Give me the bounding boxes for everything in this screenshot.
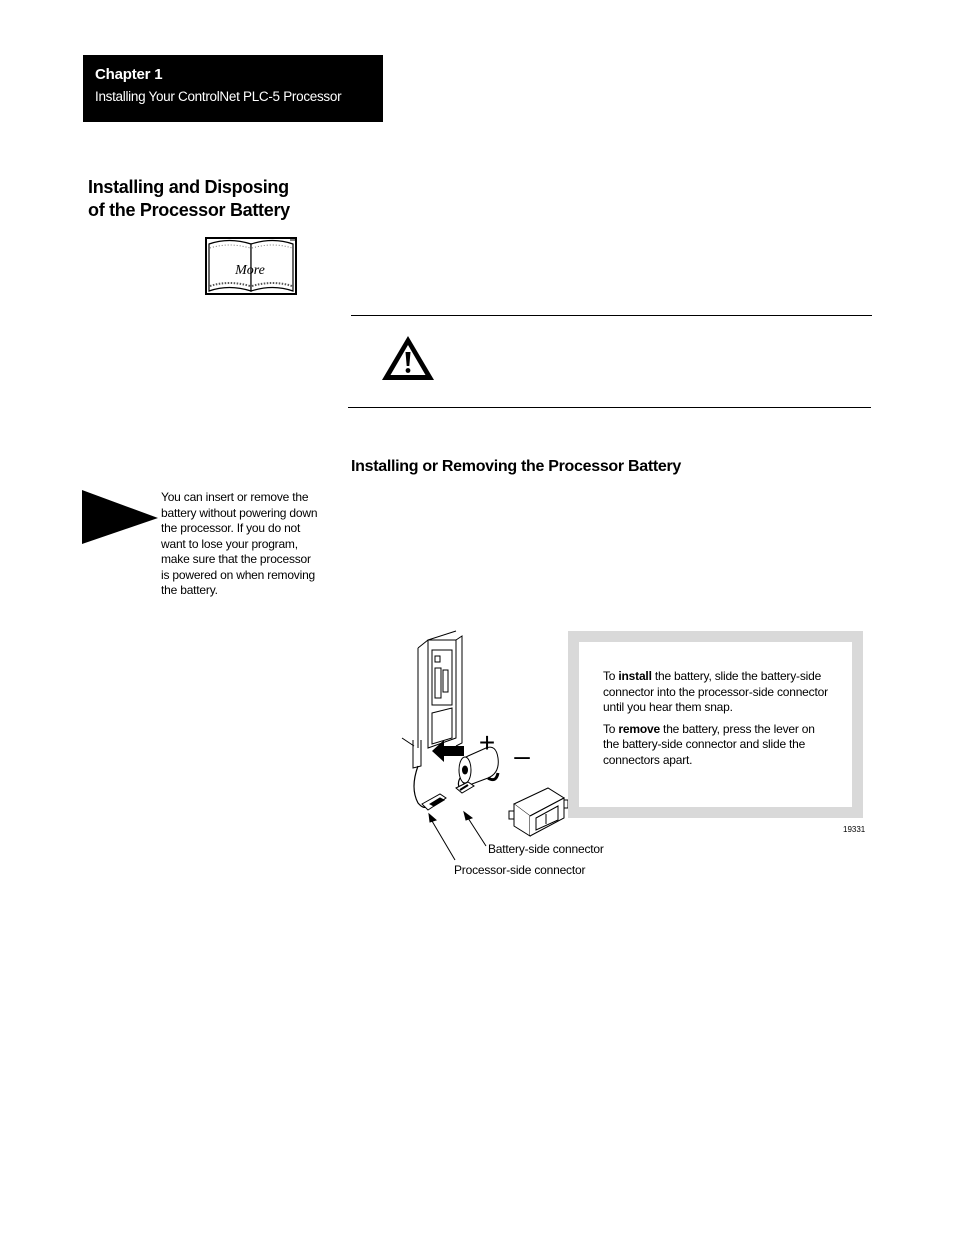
side-note-line: the battery.: [161, 583, 218, 597]
processor-side-connector-label: Processor-side connector: [454, 863, 586, 877]
side-note-line: battery without powering down: [161, 505, 318, 520]
plus-sign-label: +: [478, 727, 496, 758]
warning-triangle-icon: [380, 333, 436, 383]
remove-text: the battery, press the lever on the battery-side connector and slide the connectors apart.: [603, 721, 815, 767]
section-title-line-2: of the Processor Battery: [88, 200, 290, 220]
insert-arrow-icon: [432, 740, 464, 762]
battery-side-connector-label: Battery-side connector: [488, 842, 604, 856]
chapter-label: Chapter 1: [95, 66, 163, 83]
section-title-line-1: Installing and Disposing: [88, 177, 289, 197]
instruction-callout: [568, 631, 863, 818]
more-icon-text: More: [235, 263, 265, 278]
callout-leader-lines: [429, 812, 486, 860]
side-note: [161, 490, 321, 599]
more-book-icon: [204, 236, 300, 298]
remove-prefix: To: [603, 721, 619, 736]
instruction-callout-body: [579, 642, 852, 807]
side-note-line: want to lose your program,: [161, 536, 298, 551]
install-instruction: [603, 669, 832, 716]
pointer-arrow-icon: [82, 490, 158, 546]
section-title: [88, 176, 318, 222]
warning-bottom-rule: [348, 407, 871, 408]
remove-keyword: remove: [618, 721, 660, 736]
remove-instruction: [603, 722, 832, 769]
warning-top-rule: [351, 315, 872, 316]
minus-sign-label: –: [514, 740, 530, 771]
side-note-line: make sure that the processor: [161, 552, 311, 566]
install-text: the battery, slide the battery-side connector into the processor-side connector until you hear them snap.: [603, 669, 828, 714]
chapter-header: [83, 55, 383, 122]
figure-number: 19331: [843, 825, 866, 834]
side-note-line: the processor. If you do not: [161, 521, 301, 535]
processor-side-connector-drawing: [422, 794, 446, 810]
install-prefix: To: [603, 669, 619, 683]
install-keyword: install: [618, 669, 652, 683]
side-note-line: You can insert or remove the: [161, 490, 309, 504]
battery-holder-drawing: [509, 788, 568, 836]
side-note-line: is powered on when removing: [161, 567, 316, 582]
subsection-heading: Installing or Removing the Processor Battery: [351, 458, 681, 475]
chapter-title: Installing Your ControlNet PLC-5 Processor: [95, 89, 342, 104]
battery-installation-illustration: [388, 628, 588, 868]
